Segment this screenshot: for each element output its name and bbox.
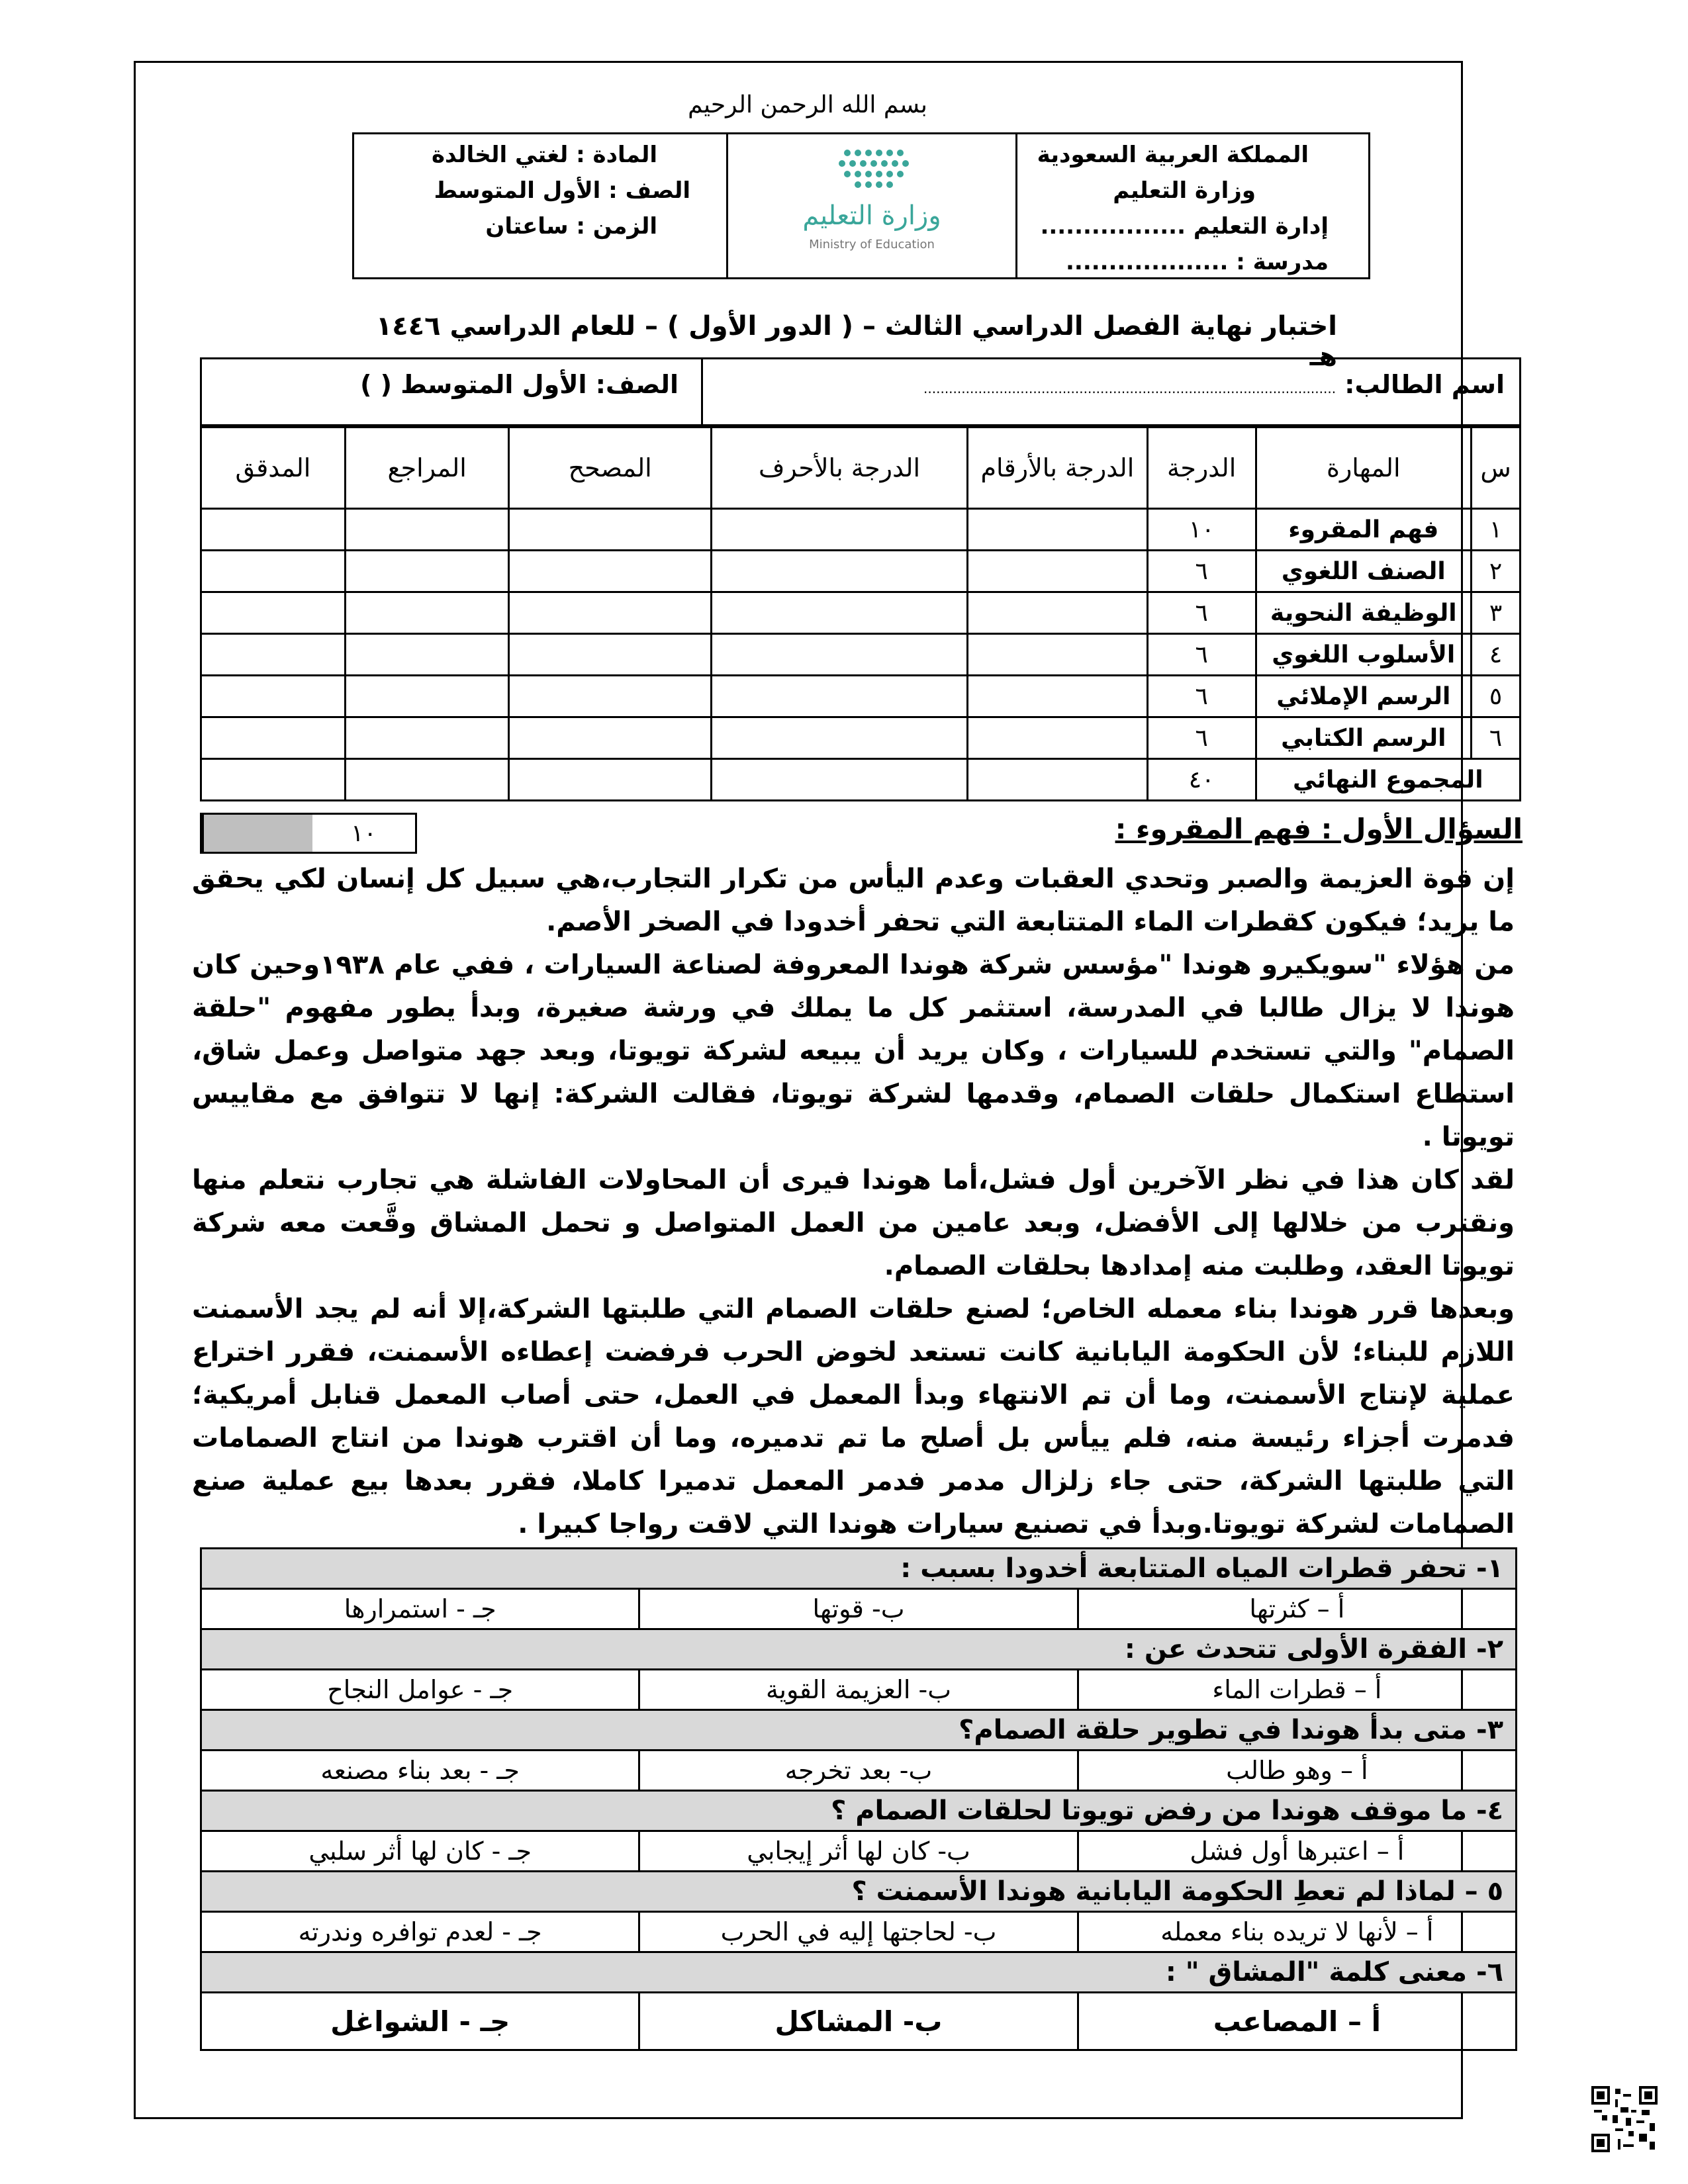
options-row	[201, 1751, 1517, 1791]
header-skill: المهارة	[1256, 428, 1471, 509]
grade-digits-cell[interactable]	[968, 717, 1148, 759]
question-row	[201, 1629, 1517, 1670]
grade-letters-cell[interactable]	[711, 676, 967, 717]
student-name-label: اسم الطالب:	[1344, 370, 1505, 399]
table-row	[201, 717, 1521, 759]
option-b[interactable]: ب- قوتها	[639, 1589, 1078, 1629]
row-number: ٥	[1472, 676, 1521, 717]
option-b[interactable]: ب- المشاكل	[639, 1993, 1078, 2050]
header-subject: المادة : لغتي الخالدة	[431, 142, 657, 168]
student-class-cell	[202, 359, 705, 424]
header-kingdom: المملكة العربية السعودية	[1037, 142, 1309, 168]
header-corrector: المصحح	[509, 428, 711, 509]
grade-letters-cell[interactable]	[711, 634, 967, 676]
passage-paragraph: لقد كان هذا في نظر الآخرين أول فشل،أما هوندا فيرى أن المحاولات الفاشلة هي تجارب نتعلم منها ونقترب من خلالها إلى الأفضل، وبعد عامين من العمل المتواصل و تحمل المشاق وقَّعت معه شركة تويوتا العقد، وطلبت منه إمدادها بحلقات الصمام.	[192, 1165, 1515, 1281]
row-score: ٦	[1147, 717, 1256, 759]
total-corrector-cell[interactable]	[509, 759, 711, 801]
auditor-cell[interactable]	[201, 509, 346, 551]
question-row	[201, 1791, 1517, 1831]
header-ministry: وزارة التعليم	[1113, 177, 1256, 204]
auditor-cell[interactable]	[201, 634, 346, 676]
header-class: الصف : الأول المتوسط	[434, 177, 690, 204]
question-row	[201, 1710, 1517, 1751]
corrector-cell[interactable]	[509, 592, 711, 634]
total-digits-cell[interactable]	[968, 759, 1148, 801]
row-number: ٦	[1472, 717, 1521, 759]
corrector-cell[interactable]	[509, 509, 711, 551]
header-reviewer: المراجع	[345, 428, 509, 509]
option-b[interactable]: ب- بعد تخرجه	[639, 1751, 1078, 1791]
header-number: س	[1472, 428, 1521, 509]
corrector-cell[interactable]	[509, 551, 711, 592]
question-text: ١- تحفر قطرات المياه المتتابعة أخدودا بسبب :	[201, 1549, 1517, 1589]
total-score: ٤٠	[1147, 759, 1256, 801]
option-a[interactable]: أ – كثرتها	[1078, 1589, 1516, 1629]
row-number: ١	[1472, 509, 1521, 551]
header-auditor: المدقق	[201, 428, 346, 509]
option-c[interactable]: جـ - استمرارها	[201, 1589, 639, 1629]
bismillah: بسم الله الرحمن الرحيم	[688, 91, 927, 118]
option-c[interactable]: جـ - لعدم توافره وندرته	[201, 1912, 639, 1952]
student-info-box	[200, 357, 1521, 426]
option-b[interactable]: ب- العزيمة القوية	[639, 1670, 1078, 1710]
option-b[interactable]: ب- لحاجتها إليه في الحرب	[639, 1912, 1078, 1952]
question-text: ٤- ما موقف هوندا من رفض تويوتا لحلقات الصمام ؟	[201, 1791, 1517, 1831]
header-school: مدرسة : ...................	[1066, 249, 1329, 275]
corrector-cell[interactable]	[509, 717, 711, 759]
qr-code-icon	[1591, 2086, 1658, 2152]
table-row	[201, 634, 1521, 676]
header-time: الزمن : ساعتان	[485, 213, 657, 240]
header-score-digits: الدرجة بالأرقام	[968, 428, 1148, 509]
passage-paragraph: من هؤلاء "سويكيرو هوندا "مؤسس شركة هوندا المعروفة لصناعة السيارات ، ففي عام ١٩٣٨وحين كان هوندا لا يزال طالبا في المدرسة، استثمر كل ما يملك في ورشة صغيرة، وبدأ يطور مفهوم "حلقة الصمام" والتي تستخدم للسيارات ، وكان يريد أن يبيعه لشركة تويوتا، وبعد جهد متواصل وعمل شاق، استطاع استكمال حلقات الصمام، وقدمها لشركة تويوتا، فقالت الشركة: إنها لا تتوافق مع مقاييس تويوتا .	[192, 950, 1515, 1152]
question1-title: السؤال الأول : فهم المقروء :	[1115, 813, 1523, 845]
auditor-cell[interactable]	[201, 551, 346, 592]
row-skill: الرسم الإملائي	[1256, 676, 1471, 717]
row-score: ٦	[1147, 676, 1256, 717]
total-row	[201, 759, 1521, 801]
header-score: الدرجة	[1147, 428, 1256, 509]
header-subject-info	[354, 134, 730, 277]
auditor-cell[interactable]	[201, 717, 346, 759]
question1-score-input[interactable]	[202, 815, 312, 852]
student-name-cell	[701, 359, 1519, 424]
grades-table	[200, 426, 1521, 801]
grade-letters-cell[interactable]	[711, 551, 967, 592]
header-box	[352, 132, 1370, 279]
table-row	[201, 592, 1521, 634]
option-a[interactable]: أ – لأنها لا تريده بناء معمله	[1078, 1912, 1516, 1952]
row-score: ٦	[1147, 592, 1256, 634]
question-text: ٣- متى بدأ هوندا في تطوير حلقة الصمام؟	[201, 1710, 1517, 1751]
option-b[interactable]: ب- كان لها أثر إيجابي	[639, 1831, 1078, 1872]
ministry-logo	[726, 134, 1017, 277]
options-row	[201, 1589, 1517, 1629]
table-row	[201, 676, 1521, 717]
reviewer-cell[interactable]	[345, 717, 509, 759]
header-score-letters: الدرجة بالأحرف	[711, 428, 967, 509]
exam-title: اختبار نهاية الفصل الدراسي الثالث – ( الدور الأول ) – للعام الدراسي ١٤٤٦ هـ	[375, 311, 1337, 372]
row-skill: الرسم الكتابي	[1256, 717, 1471, 759]
corrector-cell[interactable]	[509, 676, 711, 717]
row-score: ١٠	[1147, 509, 1256, 551]
question-text: ٥ – لماذا لم تعطِ الحكومة اليابانية هوندا الأسمنت ؟	[201, 1872, 1517, 1912]
option-c[interactable]: جـ - الشواغل	[201, 1993, 639, 2050]
reviewer-cell[interactable]	[345, 592, 509, 634]
option-a[interactable]: أ – وهو طالب	[1078, 1751, 1516, 1791]
option-a[interactable]: أ – المصاعب	[1078, 1993, 1516, 2050]
grade-letters-cell[interactable]	[711, 592, 967, 634]
row-skill: الصنف اللغوي	[1256, 551, 1471, 592]
corrector-cell[interactable]	[509, 634, 711, 676]
student-class-label: الصف: الأول المتوسط ( )	[360, 370, 679, 399]
options-row	[201, 1670, 1517, 1710]
grade-digits-cell[interactable]	[968, 509, 1148, 551]
grade-letters-cell[interactable]	[711, 509, 967, 551]
passage-paragraph: وبعدها قرر هوندا بناء معمله الخاص؛ لصنع حلقات الصمام التي طلبتها الشركة،إلا أنه لم يجد الأسمنت اللازم للبناء؛ لأن الحكومة اليابانية كانت تستعد لخوض الحرب فرفضت إعطاءه الأسمنت، فقرر اختراع عملية لإنتاج الأسمنت، وما أن تم الانتهاء وبدأ المعمل في العمل، حتى أصاب المعمل قنابل أمريكية؛ فدمرت أجزاء رئيسة منه، فلم ييأس بل أصلح ما تم تدميره، وما أن اقترب هوندا من انتاج الصمامات التي طلبتها الشركة، حتى جاء زلزال مدمر فدمر المعمل تدميرا كاملا، فقرر بعدها بيع عملية صنع الصمامات لشركة تويوتا.وبدأ في تصنيع سيارات هوندا التي لاقت رواجا كبيرا .	[192, 1294, 1515, 1539]
grades-header-row	[201, 428, 1521, 509]
row-score: ٦	[1147, 634, 1256, 676]
logo-text-en: Ministry of Education	[809, 238, 935, 251]
option-c[interactable]: جـ - كان لها أثر سلبي	[201, 1831, 639, 1872]
question-row	[201, 1872, 1517, 1912]
reviewer-cell[interactable]	[345, 551, 509, 592]
row-score: ٦	[1147, 551, 1256, 592]
total-auditor-cell[interactable]	[201, 759, 346, 801]
row-number: ٤	[1472, 634, 1521, 676]
table-row	[201, 509, 1521, 551]
table-row	[201, 551, 1521, 592]
reviewer-cell[interactable]	[345, 509, 509, 551]
row-skill: الوظيفة النحوية	[1256, 592, 1471, 634]
options-row	[201, 1993, 1517, 2050]
option-c[interactable]: جـ - بعد بناء مصنعه	[201, 1751, 639, 1791]
options-row	[201, 1831, 1517, 1872]
option-a[interactable]: أ – اعتبرها أول فشل	[1078, 1831, 1516, 1872]
header-ministry-info	[1017, 134, 1368, 277]
row-skill: فهم المقروء	[1256, 509, 1471, 551]
logo-text-ar: وزارة التعليم	[802, 201, 941, 231]
question-text: ٦- معنى كلمة "المشاق " :	[201, 1952, 1517, 1993]
option-c[interactable]: جـ - عوامل النجاح	[201, 1670, 639, 1710]
grade-digits-cell[interactable]	[968, 634, 1148, 676]
question1-score: ١٠	[351, 820, 377, 847]
auditor-cell[interactable]	[201, 592, 346, 634]
grade-digits-cell[interactable]	[968, 676, 1148, 717]
auditor-cell[interactable]	[201, 676, 346, 717]
reviewer-cell[interactable]	[345, 676, 509, 717]
option-a[interactable]: أ – قطرات الماء	[1078, 1670, 1516, 1710]
options-row	[201, 1912, 1517, 1952]
total-label: المجموع النهائي	[1256, 759, 1520, 801]
question-text: ٢- الفقرة الأولى تتحدث عن :	[201, 1629, 1517, 1670]
header-directorate: إدارة التعليم .................	[1040, 213, 1329, 240]
question-row	[201, 1549, 1517, 1589]
grade-digits-cell[interactable]	[968, 592, 1148, 634]
total-reviewer-cell[interactable]	[345, 759, 509, 801]
question-row	[201, 1952, 1517, 1993]
passage-paragraph: إن قوة العزيمة والصبر وتحدي العقبات وعدم اليأس من تكرار التجارب،هي سبيل كل إنسان لكي يحقق ما يريد؛ فيكون كقطرات الماء المتتابعة التي تحفر أخدودا في الصخر الأصم.	[192, 864, 1515, 937]
row-skill: الأسلوب اللغوي	[1256, 634, 1471, 676]
student-name-field[interactable]: ..................................................................................................	[923, 381, 1336, 396]
questions-table	[200, 1547, 1517, 2051]
reading-passage	[192, 858, 1515, 1546]
grade-digits-cell[interactable]	[968, 551, 1148, 592]
total-letters-cell[interactable]	[711, 759, 967, 801]
reviewer-cell[interactable]	[345, 634, 509, 676]
grade-letters-cell[interactable]	[711, 717, 967, 759]
question1-score-box	[200, 813, 417, 854]
row-number: ٢	[1472, 551, 1521, 592]
row-number: ٣	[1472, 592, 1521, 634]
